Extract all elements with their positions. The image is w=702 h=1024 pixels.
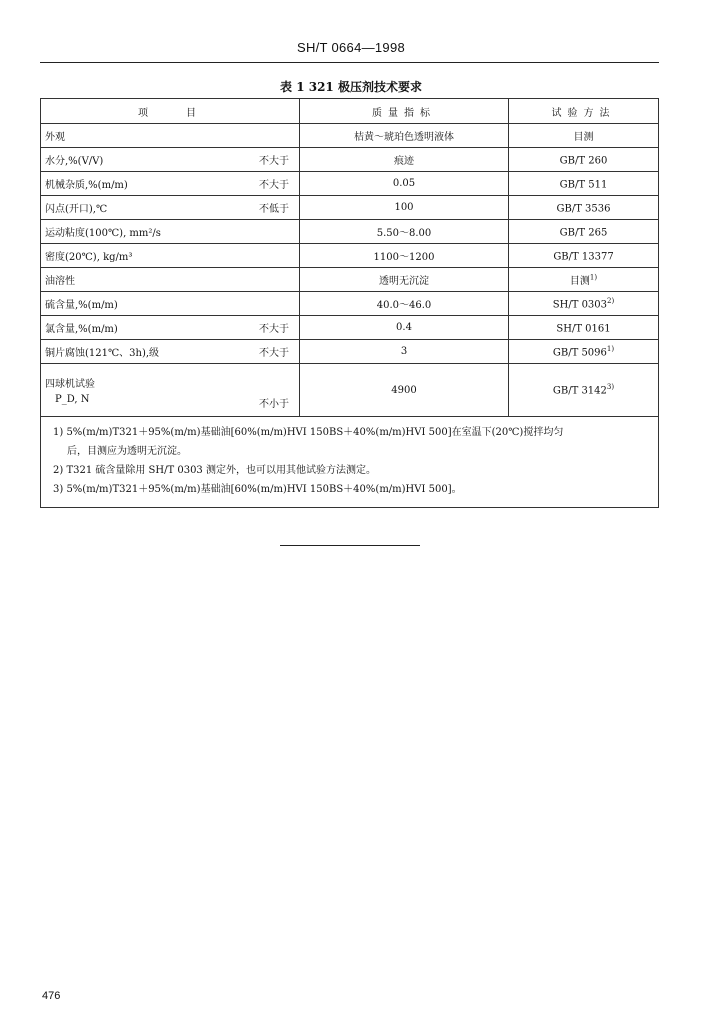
table-row <box>41 124 659 148</box>
row-quality: 0.4 <box>300 316 509 340</box>
row-item: 外观 <box>41 124 226 148</box>
row-limit <box>225 220 300 244</box>
row-method: GB/T 260 <box>509 148 659 172</box>
row-method: GB/T 511 <box>509 172 659 196</box>
row-quality: 3 <box>300 340 509 364</box>
row-limit <box>225 124 300 148</box>
table-row <box>41 316 659 340</box>
row-method: SH/T 0303$^{2)}$ <box>509 292 659 316</box>
table-row <box>41 292 659 316</box>
table-row <box>41 244 659 268</box>
row-quality: 1100～1200 <box>300 244 509 268</box>
note-1: 1) 5%(m/m)T321＋95%(m/m)基础油[60%(m/m)HVI 150BS＋40%(m/m)HVI 500]在室温下(20℃)搅拌均匀 <box>53 427 564 438</box>
row-limit: 不大于 <box>225 148 300 172</box>
row-method: GB/T 265 <box>509 220 659 244</box>
header-method: 试验方法 <box>509 99 659 124</box>
row-quality: 痕迹 <box>300 148 509 172</box>
four-ball-sub: P_D, N <box>55 394 90 405</box>
note-2: 2) T321 硫含量除用 SH/T 0303 测定外，也可以用其他试验方法测定。 <box>53 465 376 476</box>
row-item: 机械杂质,%(m/m) <box>41 172 226 196</box>
row-quality: 0.05 <box>300 172 509 196</box>
row-item: 水分,%(V/V) <box>41 148 226 172</box>
row-quality: 桔黄～琥珀色透明液体 <box>300 124 509 148</box>
row-item: 氯含量,%(m/m) <box>41 316 226 340</box>
row-item: 密度(20℃), kg/m³ <box>41 244 226 268</box>
row-item: 油溶性 <box>41 268 226 292</box>
end-rule <box>280 545 420 546</box>
row-item: 硫含量,%(m/m) <box>41 292 226 316</box>
row-limit: 不大于 <box>225 316 300 340</box>
row-item <box>41 364 226 417</box>
table-notes <box>41 417 659 508</box>
header-quality: 质量指标 <box>300 99 509 124</box>
header-item: 项 目 <box>41 99 300 124</box>
table-row <box>41 220 659 244</box>
note-3: 3) 5%(m/m)T321＋95%(m/m)基础油[60%(m/m)HVI 150BS＋40%(m/m)HVI 500]。 <box>53 484 462 495</box>
row-method: 目测 <box>509 124 659 148</box>
table-row <box>41 148 659 172</box>
table-row <box>41 172 659 196</box>
row-limit: 不大于 <box>225 340 300 364</box>
row-method: SH/T 0161 <box>509 316 659 340</box>
row-quality: 4900 <box>300 364 509 417</box>
row-limit: 不小于 <box>225 364 300 417</box>
table-row <box>41 268 659 292</box>
table-title: 表 1 321 极压剂技术要求 <box>280 80 422 94</box>
row-limit <box>225 292 300 316</box>
row-quality: 5.50～8.00 <box>300 220 509 244</box>
standard-header: SH/T 0664—1998 <box>296 40 406 55</box>
page-number: 476 <box>42 990 61 1002</box>
table-row-four-ball <box>41 364 659 417</box>
four-ball-label: 四球机试验 <box>45 379 95 390</box>
row-item: 运动粘度(100℃), mm²/s <box>41 220 226 244</box>
row-method: GB/T 5096$^{1)}$ <box>509 340 659 364</box>
table-row <box>41 196 659 220</box>
row-quality: 100 <box>300 196 509 220</box>
row-method: GB/T 13377 <box>509 244 659 268</box>
table-row <box>41 340 659 364</box>
row-item: 闪点(开口),℃ <box>41 196 226 220</box>
row-quality: 40.0～46.0 <box>300 292 509 316</box>
row-method: GB/T 3142$^{3)}$ <box>509 364 659 417</box>
row-item: 铜片腐蚀(121℃、3h),级 <box>41 340 226 364</box>
row-limit: 不低于 <box>225 196 300 220</box>
row-limit <box>225 268 300 292</box>
header-divider <box>40 62 659 63</box>
row-quality: 透明无沉淀 <box>300 268 509 292</box>
spec-table <box>40 98 659 508</box>
table-header-row <box>41 99 659 124</box>
row-limit: 不大于 <box>225 172 300 196</box>
notes-row <box>41 417 659 508</box>
row-limit <box>225 244 300 268</box>
note-1-cont: 后，目测应为透明无沉淀。 <box>67 446 187 457</box>
row-method: 目测$^{1)}$ <box>509 268 659 292</box>
row-method: GB/T 3536 <box>509 196 659 220</box>
